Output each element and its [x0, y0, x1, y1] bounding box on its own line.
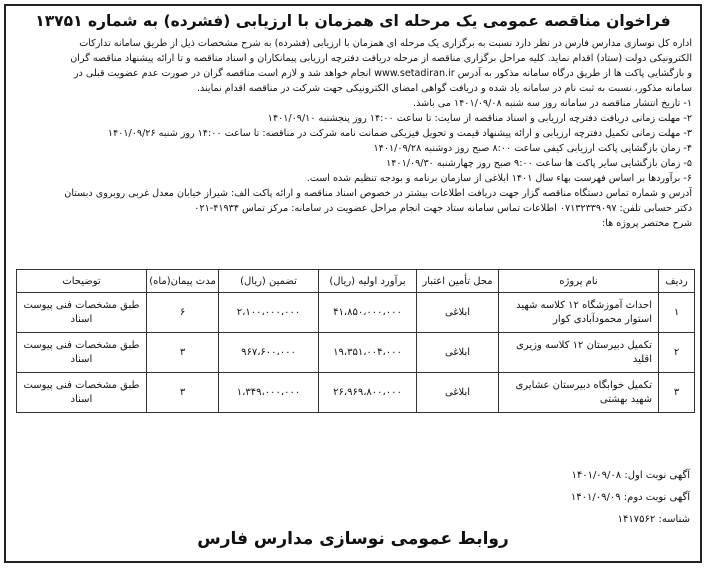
body-line: ۴- زمان بازگشایی پاکت ارزیابی کیفی ساعت ۸:۰۰ صبح روز دوشنبه ۱۴۰۱/۰۹/۲۸ — [373, 143, 692, 154]
cell-notes: طبق مشخصات فنی پیوست اسناد — [17, 373, 147, 413]
first-publication: آگهی نوبت اول: ۱۴۰۱/۰۹/۰۸ — [571, 470, 690, 481]
col-header-notes: توضیحات — [17, 270, 147, 293]
cell-row-number: ۲ — [659, 333, 695, 373]
body-line: ۳- مهلت زمانی تکمیل دفترچه ارزیابی و ارائه پیشنهاد قیمت و تحویل فیزیکی ضمانت نامه شرکت در مناقصه: تا ساعت ۱۴:۰۰ روز شنبه ۱۴۰۱/۰۹/۲۶ — [107, 128, 692, 139]
body-line: اداره کل نوسازی مدارس فارس در نظر دارد نسبت به برگزاری یک مرحله ای همزمان با ارزیابی (فشرده) به شرح مشخصات ذیل از طریق سامانه تدارکات — [79, 38, 692, 49]
cell-contract-duration: ۳ — [147, 373, 219, 413]
table-row — [17, 373, 695, 413]
cell-notes: طبق مشخصات فنی پیوست اسناد — [17, 333, 147, 373]
col-header-guarantee: تضمین (ریال) — [219, 270, 319, 293]
projects-heading: شرح مختصر پروژه ها: — [602, 218, 692, 229]
col-header-project-name: نام پروژه — [499, 270, 659, 293]
cell-guarantee: ۲،۱۰۰،۰۰۰،۰۰۰ — [219, 293, 319, 333]
body-line: دکتر حسابی تلفن: ۰۷۱۳۲۳۳۹۰۹۷ اطلاعات تماس سامانه ستاد جهت انجام مراحل عضویت در سامانه: مرکز تماس ۴۱۹۳۴-۰۲۱ — [194, 203, 692, 214]
cell-project-name: احداث آموزشگاه ۱۲ کلاسه شهید استوار محمودآبادی کوار — [499, 293, 659, 333]
body-line: سامانه مذکور، نسبت به ثبت نام در سامانه یاد شده و دریافت گواهی امضای الکترونیکی جهت شرکت در مناقصه اقدام نمایند. — [196, 83, 692, 94]
col-header-row-number: ردیف — [659, 270, 695, 293]
cell-contract-duration: ۶ — [147, 293, 219, 333]
notice-id: شناسه: ۱۴۱۷۵۶۲ — [617, 514, 690, 525]
cell-guarantee: ۹۶۷،۶۰۰،۰۰۰ — [219, 333, 319, 373]
cell-funding-source: ابلاغی — [417, 373, 499, 413]
body-line: ۲- مهلت زمانی دریافت دفترچه ارزیابی و اسناد مناقصه از سایت: تا ساعت ۱۴:۰۰ روز پنجشنبه ۱۴۰۱/۰۹/۱۰ — [267, 113, 692, 124]
publisher-signature: روابط عمومی نوسازی مدارس فارس — [197, 529, 509, 549]
cell-notes: طبق مشخصات فنی پیوست اسناد — [17, 293, 147, 333]
table-row — [17, 293, 695, 333]
body-line: آدرس و شماره تماس دستگاه مناقصه گزار جهت دریافت اطلاعات بیشتر در خصوص اسناد مناقصه و ارائه پاکت الف: شیراز خیابان معدل غربی روبروی دبستان — [64, 188, 692, 199]
col-header-contract-duration: مدت پیمان(ماه) — [147, 270, 219, 293]
cell-row-number: ۳ — [659, 373, 695, 413]
second-publication: آگهی نوبت دوم: ۱۴۰۱/۰۹/۰۹ — [570, 492, 690, 503]
cell-project-name: تکمیل خوابگاه دبیرستان عشایری شهید بهشتی — [499, 373, 659, 413]
col-header-funding-source: محل تأمین اعتبار — [417, 270, 499, 293]
body-line: ۶- برآوردها بر اساس فهرست بهاء سال ۱۴۰۱ ابلاغی از سازمان برنامه و بودجه تنظیم شده است. — [306, 173, 692, 184]
projects-table — [16, 269, 695, 413]
cell-funding-source: ابلاغی — [417, 333, 499, 373]
cell-row-number: ۱ — [659, 293, 695, 333]
tender-notice — [4, 4, 702, 563]
body-line: ۱- تاریخ انتشار مناقصه در سامانه روز سه شنبه ۱۴۰۱/۰۹/۰۸ می باشد. — [413, 98, 692, 109]
cell-project-name: تکمیل دبیرستان ۱۲ کلاسه وزیری اقلید — [499, 333, 659, 373]
cell-guarantee: ۱،۳۴۹،۰۰۰،۰۰۰ — [219, 373, 319, 413]
cell-initial-estimate: ۲۶،۹۶۹،۸۰۰،۰۰۰ — [319, 373, 417, 413]
table-header-row — [17, 270, 695, 293]
table-row — [17, 333, 695, 373]
body-line: و بازگشایی پاکت ها از طریق درگاه سامانه مذکور به آدرس www.setadiran.ir انجام خواهد شد و لازم است مناقصه گران در صورت عدم عضویت قبلی در — [73, 68, 692, 79]
notice-body — [14, 36, 692, 231]
cell-contract-duration: ۳ — [147, 333, 219, 373]
body-line: الکترونیکی دولت (ستاد) اقدام نماید. کلیه مراحل برگزاری مناقصه از مرحله دریافت دفترچه ارزیابی پیمانکاران و اسناد مناقصه و تا ارائه پیشنهاد مناقصه گران — [70, 53, 692, 64]
col-header-initial-estimate: برآورد اولیه (ریال) — [319, 270, 417, 293]
cell-initial-estimate: ۱۹،۳۵۱،۰۰۴،۰۰۰ — [319, 333, 417, 373]
publication-notes — [571, 465, 690, 531]
body-line: ۵- زمان بازگشایی سایر پاکت ها ساعت ۹:۰۰ صبح روز چهارشنبه ۱۴۰۱/۰۹/۳۰ — [386, 158, 692, 169]
cell-funding-source: ابلاغی — [417, 293, 499, 333]
notice-title: فراخوان مناقصه عمومی یک مرحله ای همزمان با ارزیابی (فشرده) به شماره ۱۳۷۵۱ — [35, 12, 671, 30]
cell-initial-estimate: ۴۱،۸۵۰،۰۰۰،۰۰۰ — [319, 293, 417, 333]
